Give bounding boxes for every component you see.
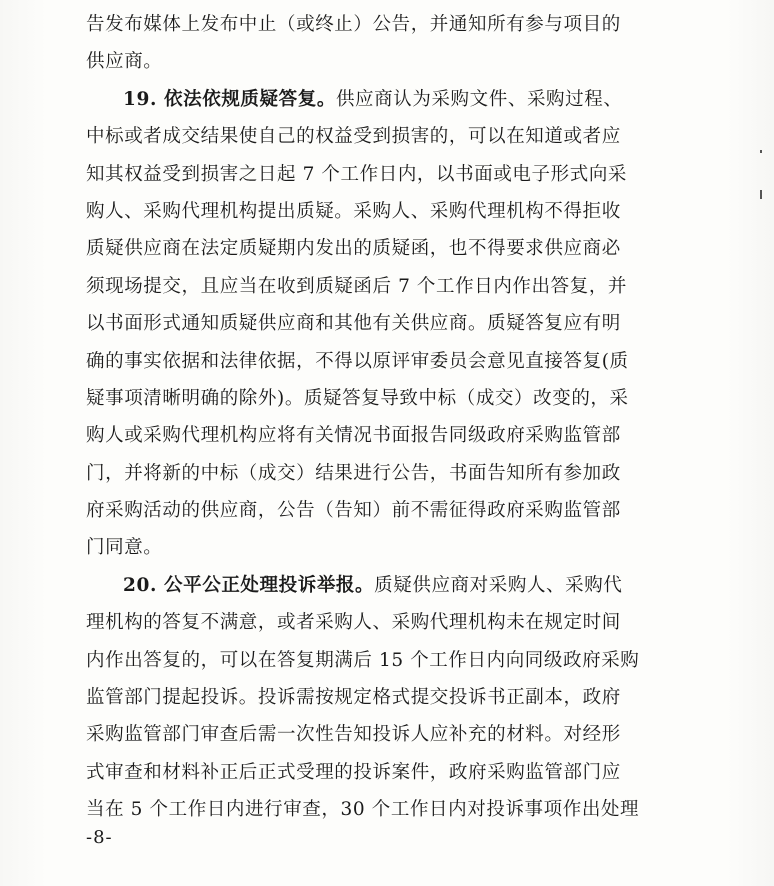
text-segment: 门同意。 xyxy=(86,537,163,559)
text-segment: 供应商。 xyxy=(86,51,163,73)
text-segment: 购人、采购代理机构提出质疑。采购人、采购代理机构不得拒收 xyxy=(86,200,621,222)
text-segment: 质疑供应商对采购人、采购代 xyxy=(374,574,623,596)
text-line xyxy=(86,6,666,43)
text-line xyxy=(86,268,666,305)
body-text xyxy=(86,6,666,829)
text-segment: 知其权益受到损害之日起 7 个工作日内，以书面或电子形式向采 xyxy=(86,163,628,185)
text-line xyxy=(86,417,666,454)
section-heading: 19. 依法依规质疑答复。 xyxy=(123,88,336,110)
text-line xyxy=(86,679,666,716)
text-segment: 式审查和材料补正后正式受理的投诉案件，政府采购监管部门应 xyxy=(86,761,621,783)
text-line xyxy=(86,118,666,155)
text-line xyxy=(86,343,666,380)
section-heading: 20. 公平公正处理投诉举报。 xyxy=(123,574,375,596)
text-segment: 理机构的答复不满意，或者采购人、采购代理机构未在规定时间 xyxy=(86,612,621,634)
text-line xyxy=(86,455,666,492)
text-segment: 确的事实依据和法律依据，不得以原评审委员会意见直接答复(质 xyxy=(86,350,629,372)
text-segment: 监管部门提起投诉。投诉需按规定格式提交投诉书正副本，政府 xyxy=(86,687,621,709)
margin-mark xyxy=(760,190,762,199)
text-line xyxy=(86,230,666,267)
text-line xyxy=(86,43,666,80)
text-line xyxy=(86,529,666,566)
text-segment: 采购监管部门审查后需一次性告知投诉人应补充的材料。对经形 xyxy=(86,724,621,746)
text-segment: 中标或者成交结果使自己的权益受到损害的，可以在知道或者应 xyxy=(86,126,621,148)
text-segment: 告发布媒体上发布中止（或终止）公告，并通知所有参与项目的 xyxy=(86,14,621,35)
paragraph-heading-line xyxy=(123,81,666,118)
text-segment: 内作出答复的，可以在答复期满后 15 个工作日内向同级政府采购 xyxy=(86,649,640,671)
text-line xyxy=(86,193,666,230)
margin-mark xyxy=(760,150,762,153)
text-segment: 供应商认为采购文件、采购过程、 xyxy=(335,88,623,110)
text-segment: 门，并将新的中标（成交）结果进行公告，书面告知所有参加政 xyxy=(86,462,621,484)
text-segment: 购人或采购代理机构应将有关情况书面报告同级政府采购监管部 xyxy=(86,425,621,447)
text-segment: 须现场提交，且应当在收到质疑函后 7 个工作日内作出答复，并 xyxy=(86,275,628,297)
page-number: -8- xyxy=(86,827,113,848)
text-line xyxy=(86,754,666,791)
text-line xyxy=(86,604,666,641)
text-line xyxy=(86,156,666,193)
text-segment: 当在 5 个工作日内进行审查，30 个工作日内对投诉事项作出处理 xyxy=(86,799,640,821)
text-line xyxy=(86,380,666,417)
paragraph-heading-line xyxy=(123,567,666,604)
text-segment: 疑事项清晰明确的除外)。质疑答复导致中标（成交）改变的，采 xyxy=(86,387,629,409)
text-line xyxy=(86,642,666,679)
text-segment: 府采购活动的供应商，公告（告知）前不需征得政府采购监管部 xyxy=(86,500,621,522)
text-line xyxy=(86,716,666,753)
text-segment: 质疑供应商在法定质疑期内发出的质疑函，也不得要求供应商必 xyxy=(86,238,621,260)
text-line xyxy=(86,492,666,529)
text-line xyxy=(86,791,666,828)
text-segment: 以书面形式通知质疑供应商和其他有关供应商。质疑答复应有明 xyxy=(86,313,621,335)
text-line xyxy=(86,305,666,342)
